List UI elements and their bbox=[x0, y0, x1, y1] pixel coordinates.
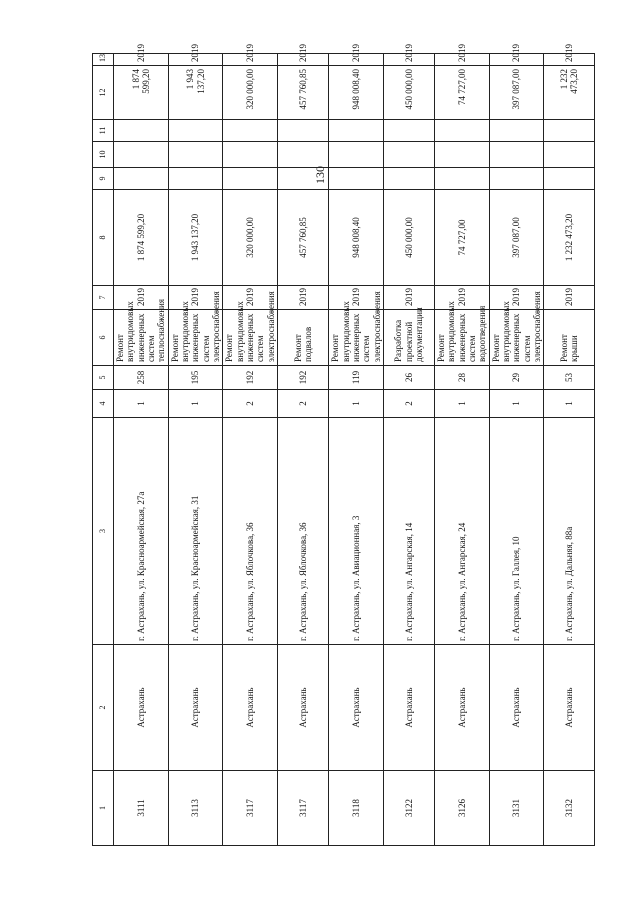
table-cell bbox=[329, 168, 384, 190]
table-cell: 1 943 137,20 bbox=[168, 66, 223, 120]
table-row bbox=[278, 54, 329, 846]
page-number: 130 bbox=[313, 166, 327, 184]
table-cell: 258 bbox=[114, 366, 169, 390]
table-cell: 1 232 473,20 bbox=[544, 190, 595, 286]
table-row bbox=[168, 54, 223, 846]
table-cell: 2019 bbox=[114, 286, 169, 310]
table-cell: 397 087,00 bbox=[489, 66, 544, 120]
table-cell bbox=[168, 168, 223, 190]
table-cell bbox=[434, 142, 489, 168]
table-cell: 29 bbox=[489, 366, 544, 390]
table-cell: 450 000,00 bbox=[383, 66, 434, 120]
table-cell bbox=[544, 142, 595, 168]
table-cell: Астрахань bbox=[544, 645, 595, 771]
table-cell: г. Астрахань, ул. Ангарская, 24 bbox=[434, 418, 489, 645]
table-cell: 2 bbox=[383, 390, 434, 418]
table-cell: 3117 bbox=[278, 771, 329, 846]
table-cell: Астрахань bbox=[329, 645, 384, 771]
table-cell bbox=[278, 168, 329, 190]
table-cell: 1 232 473,20 bbox=[544, 66, 595, 120]
table-cell: 2019 bbox=[544, 54, 595, 66]
table-cell bbox=[278, 142, 329, 168]
column-number: 5 bbox=[93, 366, 114, 390]
table-cell bbox=[114, 168, 169, 190]
table-row bbox=[329, 54, 384, 846]
table-cell: Ремонт внутридомовых инженерных систем электроснабжения bbox=[329, 310, 384, 366]
table-cell: 119 bbox=[329, 366, 384, 390]
column-number: 2 bbox=[93, 645, 114, 771]
table-cell: г. Астрахань, ул. Красноармейская, 27а bbox=[114, 418, 169, 645]
table-cell: Ремонт внутридомовых инженерных систем электроснабжения bbox=[489, 310, 544, 366]
table-cell bbox=[114, 142, 169, 168]
table-cell: 2019 bbox=[489, 54, 544, 66]
table-cell: г. Астрахань, ул. Красноармейская, 31 bbox=[168, 418, 223, 645]
table-cell: 3126 bbox=[434, 771, 489, 846]
table-cell: 2019 bbox=[383, 54, 434, 66]
table-cell: Ремонт внутридомовых инженерных систем электроснабжения bbox=[223, 310, 278, 366]
table-cell: 320 000,00 bbox=[223, 190, 278, 286]
table-cell: 195 bbox=[168, 366, 223, 390]
table-cell: 2019 bbox=[168, 286, 223, 310]
table-cell: 53 bbox=[544, 366, 595, 390]
header-row bbox=[93, 54, 114, 846]
table-cell: Ремонт внутридомовых инженерных систем водоотведения bbox=[434, 310, 489, 366]
table-cell: 3131 bbox=[489, 771, 544, 846]
table-cell bbox=[329, 142, 384, 168]
column-number: 7 bbox=[93, 286, 114, 310]
table-cell: Астрахань bbox=[114, 645, 169, 771]
table-cell bbox=[329, 120, 384, 142]
table-cell: г. Астрахань, ул. Яблочкова, 36 bbox=[223, 418, 278, 645]
table-cell: 192 bbox=[278, 366, 329, 390]
table-cell: г. Астрахань, ул. Дальняя, 88а bbox=[544, 418, 595, 645]
column-number: 12 bbox=[93, 66, 114, 120]
table-cell: 1 874 599,20 bbox=[114, 190, 169, 286]
table-cell bbox=[223, 120, 278, 142]
column-number: 13 bbox=[93, 54, 114, 66]
table-cell: 2019 bbox=[114, 54, 169, 66]
table-cell: 397 087,00 bbox=[489, 190, 544, 286]
rotated-table-container bbox=[92, 44, 580, 846]
table-cell: 2019 bbox=[489, 286, 544, 310]
table-cell: 2019 bbox=[223, 54, 278, 66]
table-cell: Ремонт внутридомовых инженерных систем электроснабжения bbox=[168, 310, 223, 366]
table-row bbox=[544, 54, 595, 846]
table-cell: Разработка проектной документации bbox=[383, 310, 434, 366]
table-cell: 2019 bbox=[383, 286, 434, 310]
table-cell: 457 760,85 bbox=[278, 190, 329, 286]
table-cell: 26 bbox=[383, 366, 434, 390]
column-number: 1 bbox=[93, 771, 114, 846]
table-cell: 1 bbox=[489, 390, 544, 418]
table-cell bbox=[489, 120, 544, 142]
table-cell: 948 008,40 bbox=[329, 190, 384, 286]
table-cell bbox=[544, 168, 595, 190]
table-cell: Астрахань bbox=[278, 645, 329, 771]
table-cell: 2019 bbox=[278, 286, 329, 310]
table-cell: Ремонт подвалов bbox=[278, 310, 329, 366]
table-cell: 74 727,00 bbox=[434, 66, 489, 120]
table-cell: 2019 bbox=[329, 54, 384, 66]
table-cell: Астрахань bbox=[168, 645, 223, 771]
table-cell: 948 008,40 bbox=[329, 66, 384, 120]
table-cell: 2019 bbox=[434, 286, 489, 310]
table-cell: 192 bbox=[223, 366, 278, 390]
table-cell: г. Астрахань, ул. Авиационная, 3 bbox=[329, 418, 384, 645]
table-cell: 28 bbox=[434, 366, 489, 390]
table-cell: 2019 bbox=[278, 54, 329, 66]
column-number: 11 bbox=[93, 120, 114, 142]
table-cell bbox=[168, 120, 223, 142]
table-cell: 1 bbox=[434, 390, 489, 418]
table-cell: 3111 bbox=[114, 771, 169, 846]
table-cell bbox=[114, 120, 169, 142]
table-cell bbox=[489, 142, 544, 168]
table-cell: 3117 bbox=[223, 771, 278, 846]
table-cell bbox=[434, 168, 489, 190]
table-row bbox=[114, 54, 169, 846]
table-cell bbox=[223, 168, 278, 190]
table-cell: 320 000,00 bbox=[223, 66, 278, 120]
table-cell: 2019 bbox=[544, 286, 595, 310]
table-cell: Астрахань bbox=[434, 645, 489, 771]
column-number: 6 bbox=[93, 310, 114, 366]
table-row bbox=[223, 54, 278, 846]
table-cell: 1 bbox=[544, 390, 595, 418]
table-cell: 3113 bbox=[168, 771, 223, 846]
table-cell: г. Астрахань, ул. Ангарская, 14 bbox=[383, 418, 434, 645]
table-row bbox=[489, 54, 544, 846]
table-cell bbox=[544, 120, 595, 142]
table-cell: Астрахань bbox=[383, 645, 434, 771]
table-cell bbox=[489, 168, 544, 190]
table-cell bbox=[383, 120, 434, 142]
table-cell: 74 727,00 bbox=[434, 190, 489, 286]
table-cell: 2019 bbox=[223, 286, 278, 310]
table-cell bbox=[278, 120, 329, 142]
table-cell: г. Астрахань, ул. Галлея, 10 bbox=[489, 418, 544, 645]
column-number: 3 bbox=[93, 418, 114, 645]
table-cell: г. Астрахань, ул. Яблочкова, 36 bbox=[278, 418, 329, 645]
table-cell: 1 874 599,20 bbox=[114, 66, 169, 120]
table-cell bbox=[383, 168, 434, 190]
table-cell: Ремонт крыши bbox=[544, 310, 595, 366]
table-cell: 1 bbox=[329, 390, 384, 418]
table-cell bbox=[434, 120, 489, 142]
table-cell: 2019 bbox=[329, 286, 384, 310]
column-number: 4 bbox=[93, 390, 114, 418]
table-cell: 2019 bbox=[168, 54, 223, 66]
column-number: 9 bbox=[93, 168, 114, 190]
table-row bbox=[434, 54, 489, 846]
table-cell: Астрахань bbox=[223, 645, 278, 771]
table-cell: 457 760,85 bbox=[278, 66, 329, 120]
table-cell: 2 bbox=[223, 390, 278, 418]
table-cell: 1 bbox=[168, 390, 223, 418]
table-cell bbox=[383, 142, 434, 168]
table-cell: 1 943 137,20 bbox=[168, 190, 223, 286]
table-row bbox=[383, 54, 434, 846]
data-table bbox=[92, 44, 595, 846]
table-cell: 450 000,00 bbox=[383, 190, 434, 286]
table-body bbox=[93, 44, 595, 846]
table-cell: 2019 bbox=[434, 54, 489, 66]
table-cell: Ремонт внутридомовых инженерных систем теплоснабжения bbox=[114, 310, 169, 366]
column-number: 8 bbox=[93, 190, 114, 286]
table-cell: 3122 bbox=[383, 771, 434, 846]
table-cell: Астрахань bbox=[489, 645, 544, 771]
table-cell: 2 bbox=[278, 390, 329, 418]
table-cell bbox=[223, 142, 278, 168]
table-cell bbox=[168, 142, 223, 168]
table-cell: 3132 bbox=[544, 771, 595, 846]
table-cell: 3118 bbox=[329, 771, 384, 846]
column-number: 10 bbox=[93, 142, 114, 168]
table-cell: 1 bbox=[114, 390, 169, 418]
